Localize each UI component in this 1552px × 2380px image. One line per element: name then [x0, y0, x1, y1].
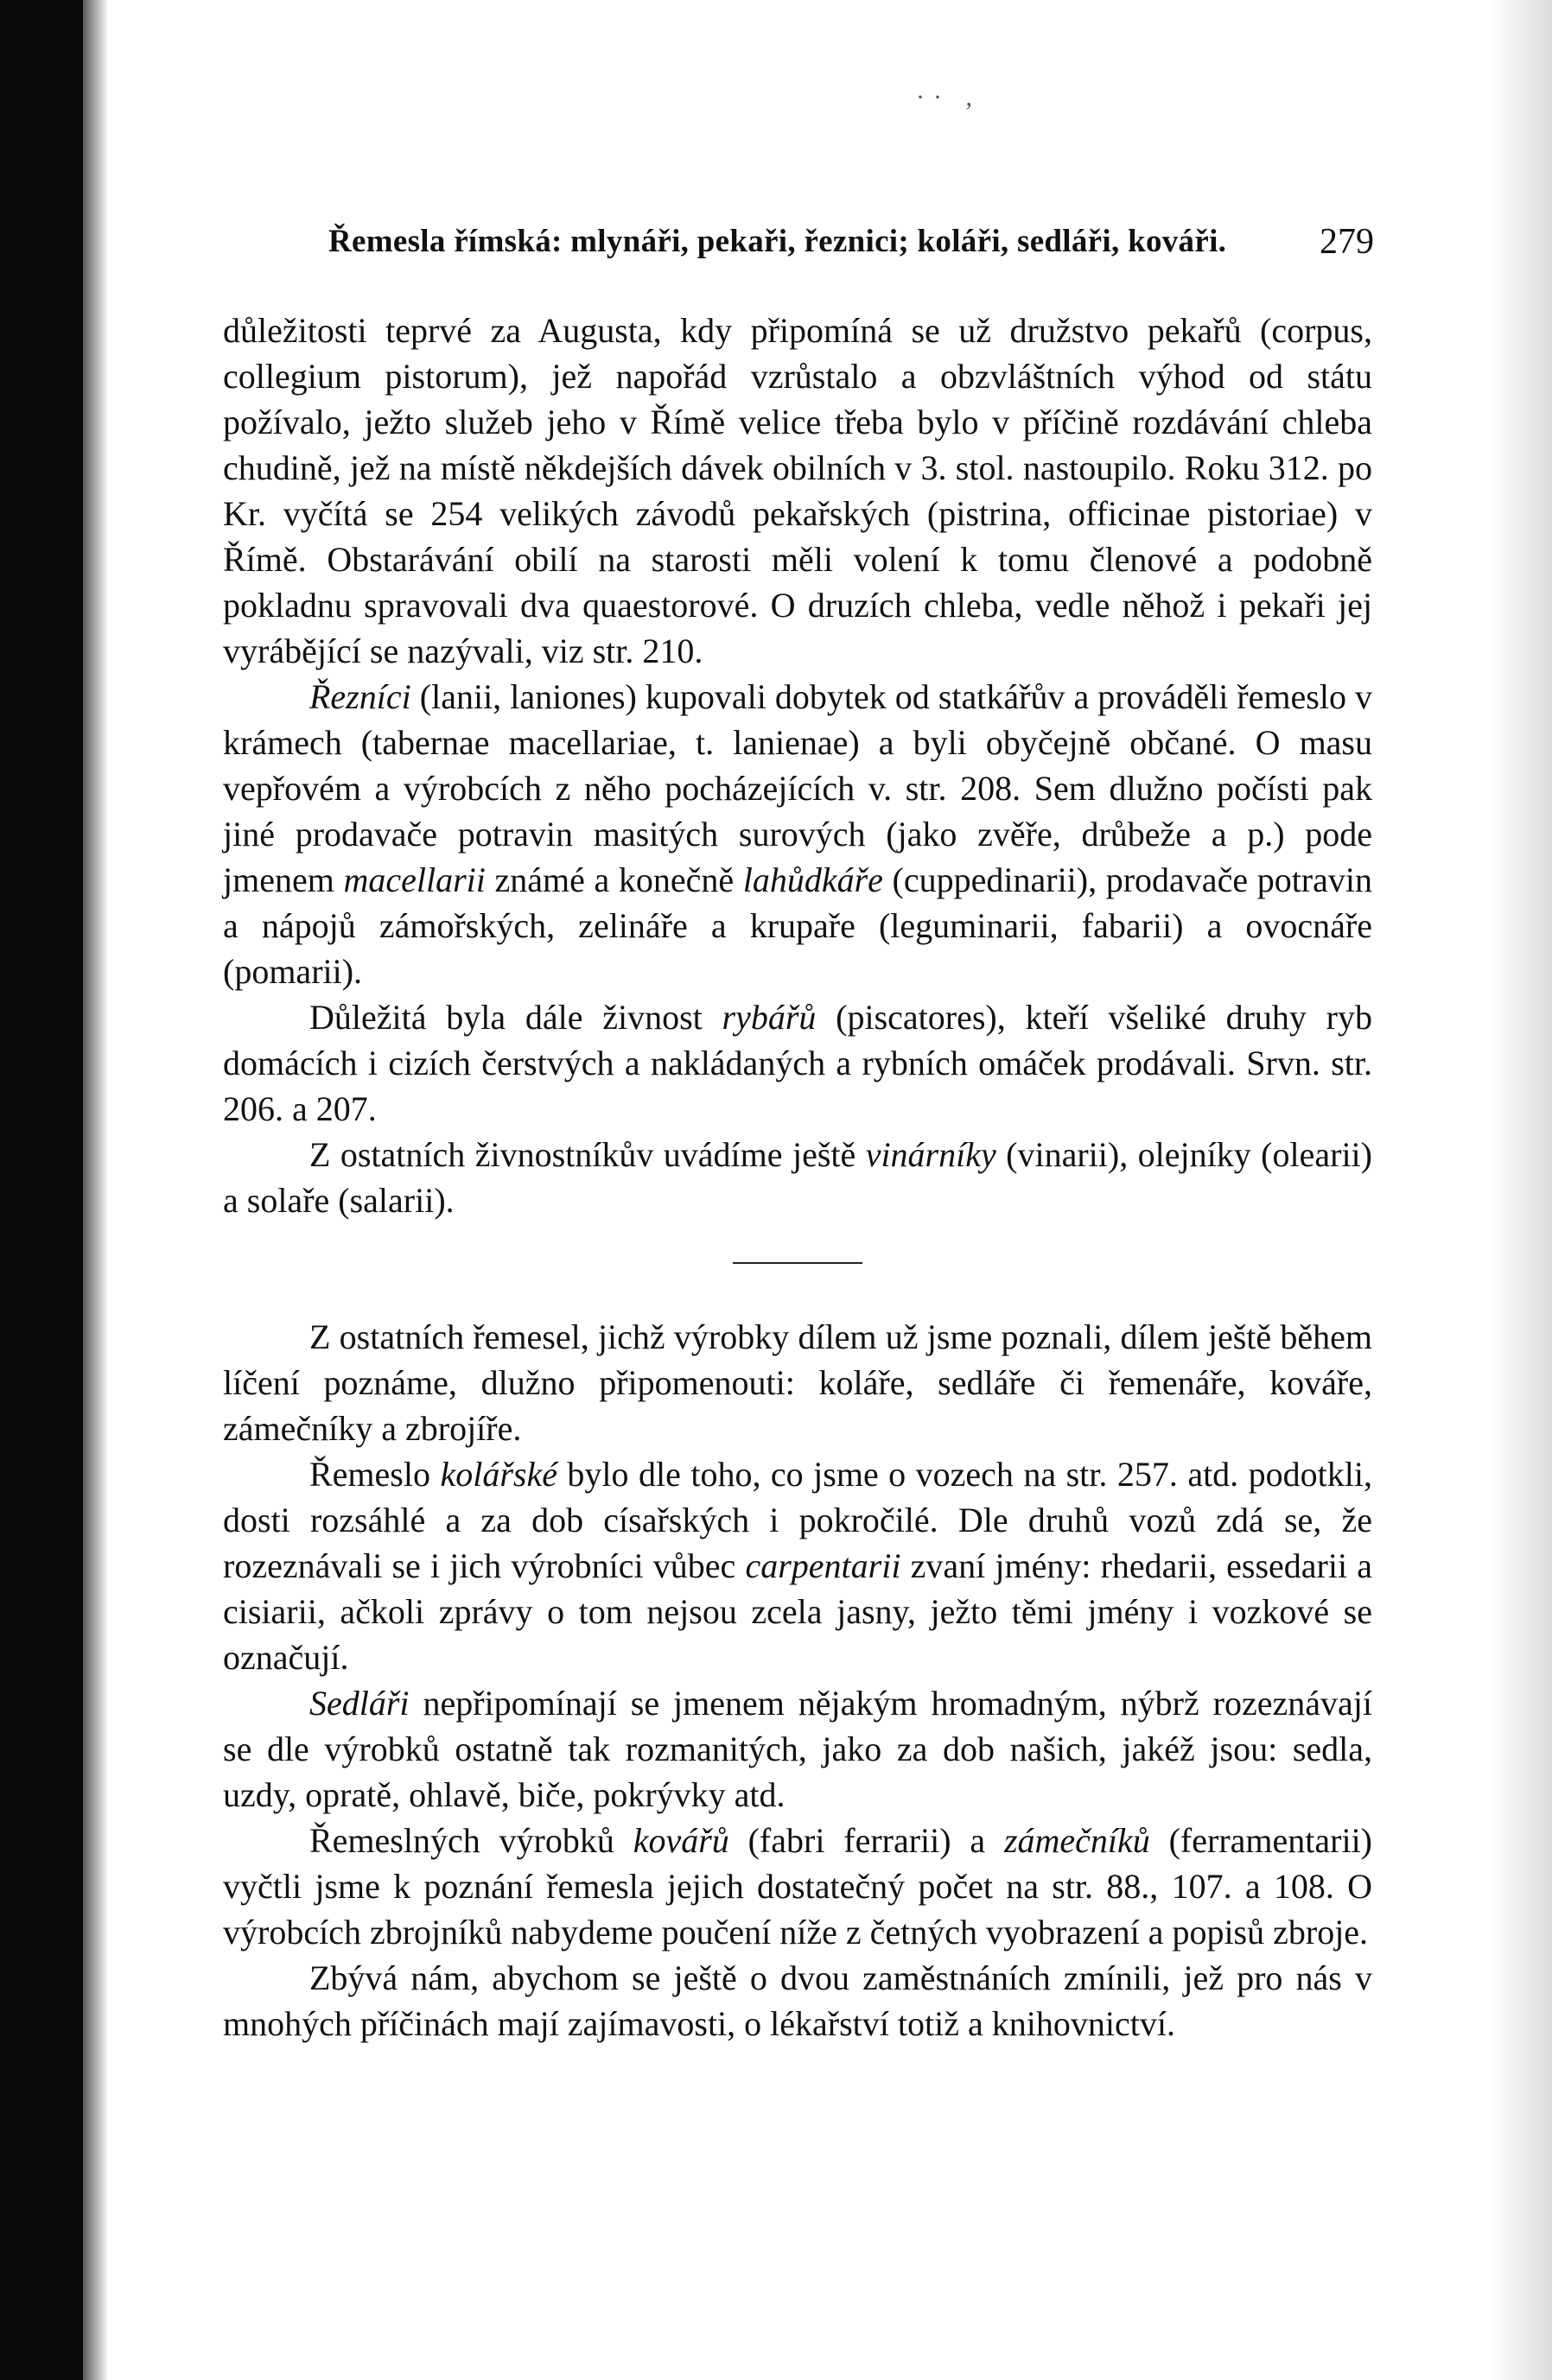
- term-lahudkare: lahůdkáře: [742, 860, 883, 899]
- paragraph-wheelwrights: Řemeslo kolářské bylo dle toho, co jsme o vozech na str. 257. atd. podotkli, dosti rozsáhlé a za dob císařských i pokročilé. Dle druhů vozů zdá se, že rozeznávali se i jich výrobníci vůbec carpentarii zvaní jmény: rhedarii, essedarii a cisiarii, ačkoli zprávy o tom nejsou zcela jasny, ježto těmi jmény i vozkové se označují.: [223, 1455, 1372, 1677]
- paragraph-butchers: Řezníci (lanii, laniones) kupovali dobytek od statkářův a prováděli řemeslo v krámech (tabernae macellariae, t. lanienae) a byli obyčejně občané. O masu vepřovém a výrobcích z něho pocházejících v. str. 208. Sem dlužno počísti pak jiné prodavače potravin masitých surových (jako zvěře, drůbeže a p.) pode jmenem macellarii známé a konečně lahůdkáře (cuppedinarii), prodavače potravin a nápojů zámořských, zelináře a krupaře (leguminarii, fabarii) a ovocnáře (pomarii).: [223, 677, 1372, 991]
- running-head: Řemesla římská: mlynáři, pekaři, řeznici; koláři, sedláři, kováři.: [328, 224, 1227, 259]
- term-kovaru: kovářů: [633, 1821, 729, 1860]
- paragraph-other-trades: Z ostatních živnostníkův uvádíme ještě vinárníky (vinarii), olejníky (olearii) a solaře (salarii).: [223, 1135, 1372, 1220]
- body-text: [223, 308, 1372, 2047]
- page-number: 279: [1320, 222, 1374, 262]
- paragraph-crafts-intro: Z ostatních řemesel, jichž výrobky dílem už jsme poznali, dílem ještě během líčení poznáme, dlužno připomenouti: koláře, sedláře či řemenáře, kováře, zámečníky a zbrojíře.: [223, 1317, 1372, 1448]
- scan-edge-shadow: [83, 0, 107, 2380]
- term-rybaru: rybářů: [722, 998, 817, 1037]
- term-kolarske: kolářské: [440, 1455, 557, 1494]
- term-carpentarii: carpentarii: [745, 1546, 901, 1585]
- scan-dark-edge: [0, 0, 83, 2380]
- term-vinarniky: vinárníky: [865, 1135, 996, 1174]
- paragraph-fishermen: Důležitá byla dále živnost rybářů (piscatores), kteří všeliké druhy ryb domácích i cizích čerstvých a nakládaných a rybních omáček prodávali. Srvn. str. 206. a 207.: [223, 998, 1372, 1128]
- term-macellarii: macellarii: [343, 860, 486, 899]
- term-sedlari: Sedláři: [309, 1684, 410, 1723]
- page-header: [328, 214, 1374, 275]
- paragraph-smiths: Řemeslných výrobků kovářů (fabri ferrarii) a zámečníků (ferramentarii) vyčtli jsme k poznání řemesla jejich dostatečný počet na str. 88., 107. a 108. O výrobcích zbrojníků nabydeme poučení níže z četných vyobrazení a popisů zbroje.: [223, 1821, 1373, 1952]
- term-zamecniku: zámečníků: [1003, 1821, 1150, 1860]
- scan-right-shadow: [1492, 0, 1552, 2380]
- term-reznici: Řezníci: [309, 677, 411, 716]
- paragraph-bakers: důležitosti teprvé za Augusta, kdy připomíná se už družstvo pekařů (corpus, collegium pistorum), jež napořád vzrůstalo a obzvláštních výhod od státu požívalo, ježto služeb jeho v Římě velice třeba bylo v příčině rozdávání chleba chudině, jež na místě někdejších dávek obilních v 3. stol. nastoupilo. Roku 312. po Kr. vyčítá se 254 velikých závodů pekařských (pistrina, officinae pistoriae) v Římě. Obstarávání obilí na starosti měli volení k tomu členové a podobně pokladnu spravovali dva quaestorové. O druzích chleba, vedle něhož i pekaři jej vyrábějící se nazývali, viz str. 210.: [223, 311, 1372, 670]
- paragraph-saddlers: Sedláři nepřipomínají se jmenem nějakým hromadným, nýbrž rozeznávají se dle výrobků ostatně tak rozmanitých, jako za dob našich, jakéž jsou: sedla, uzdy, opratě, ohlavě, biče, pokrývky atd.: [223, 1684, 1372, 1814]
- section-divider: [733, 1262, 862, 1264]
- stray-print-marks: ·· ,: [916, 83, 981, 111]
- paragraph-closing: Zbývá nám, abychom se ještě o dvou zaměstnáních zmínili, jež pro nás v mnohých příčinách mají zajímavosti, o lékařství totiž a knihovnictví.: [223, 1958, 1372, 2043]
